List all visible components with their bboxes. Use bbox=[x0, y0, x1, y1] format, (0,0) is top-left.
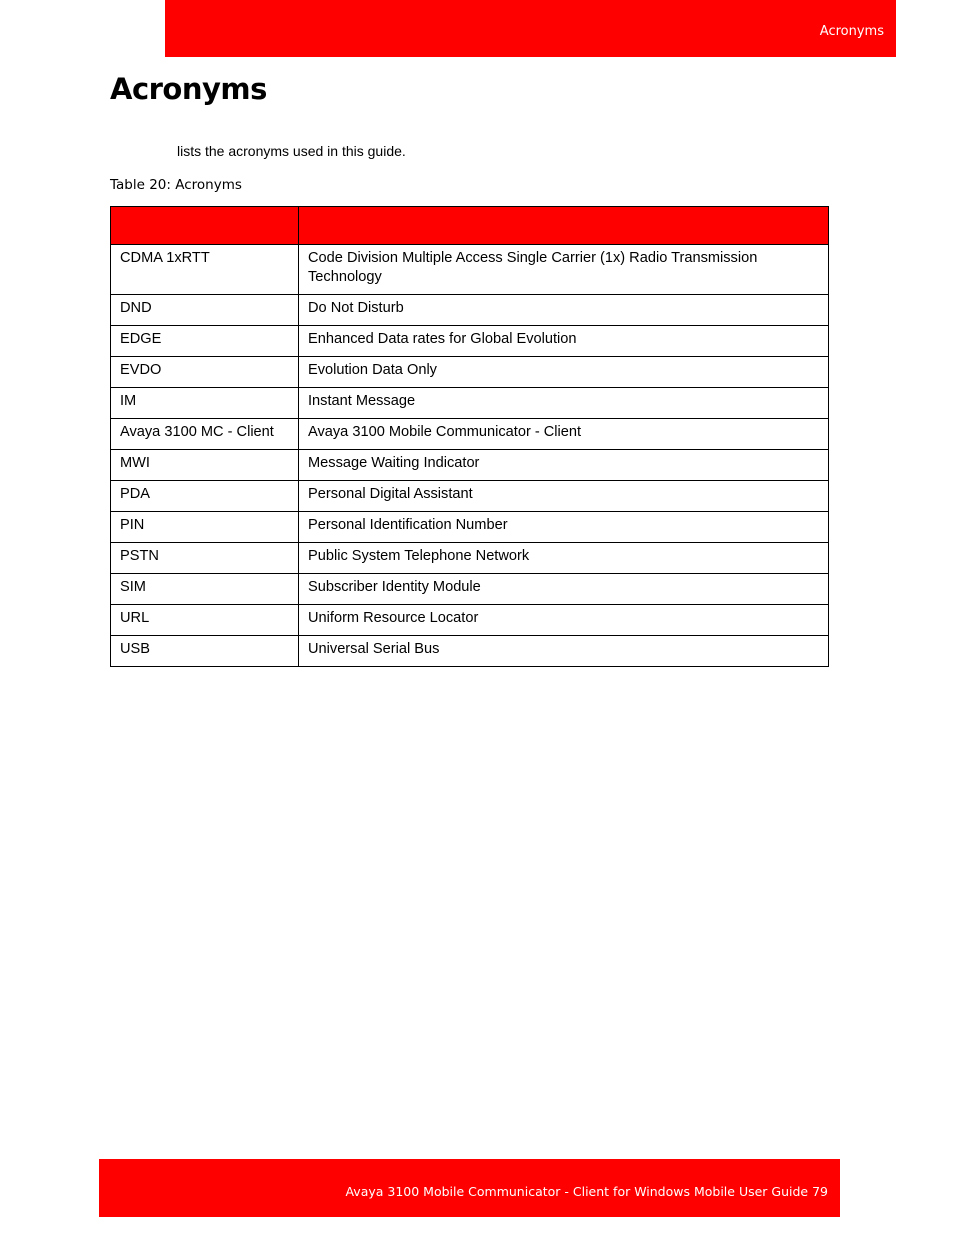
acronym-cell: IM bbox=[111, 388, 299, 419]
intro-text: lists the acronyms used in this guide. bbox=[177, 143, 406, 159]
table-row bbox=[111, 388, 829, 419]
meaning-cell: Personal Digital Assistant bbox=[299, 481, 829, 512]
acronym-cell: CDMA 1xRTT bbox=[111, 245, 299, 295]
table-row bbox=[111, 605, 829, 636]
meaning-cell: Uniform Resource Locator bbox=[299, 605, 829, 636]
table-row bbox=[111, 245, 829, 295]
meaning-cell: Code Division Multiple Access Single Carrier (1x) Radio Transmission Technology bbox=[299, 245, 829, 295]
acronym-cell: DND bbox=[111, 295, 299, 326]
acronym-cell: EVDO bbox=[111, 357, 299, 388]
acronym-cell: MWI bbox=[111, 450, 299, 481]
meaning-cell: Evolution Data Only bbox=[299, 357, 829, 388]
table-row bbox=[111, 450, 829, 481]
table-row bbox=[111, 574, 829, 605]
table-caption: Table 20: Acronyms bbox=[110, 177, 242, 193]
acronym-table bbox=[110, 206, 829, 667]
meaning-cell: Public System Telephone Network bbox=[299, 543, 829, 574]
meaning-cell: Message Waiting Indicator bbox=[299, 450, 829, 481]
acronym-cell: EDGE bbox=[111, 326, 299, 357]
meaning-cell: Universal Serial Bus bbox=[299, 636, 829, 667]
footer-text: Avaya 3100 Mobile Communicator - Client for Windows Mobile User Guide 79 bbox=[345, 1184, 828, 1199]
acronym-cell: USB bbox=[111, 636, 299, 667]
table-row bbox=[111, 419, 829, 450]
table-row bbox=[111, 295, 829, 326]
header-bar bbox=[165, 0, 896, 57]
table-row bbox=[111, 543, 829, 574]
column-header-meaning bbox=[299, 207, 829, 245]
table-header-row bbox=[111, 207, 829, 245]
acronym-cell: PSTN bbox=[111, 543, 299, 574]
meaning-cell: Instant Message bbox=[299, 388, 829, 419]
meaning-cell: Avaya 3100 Mobile Communicator - Client bbox=[299, 419, 829, 450]
column-header-acronym bbox=[111, 207, 299, 245]
acronym-cell: PDA bbox=[111, 481, 299, 512]
section-label: Acronyms bbox=[819, 24, 884, 39]
table-row bbox=[111, 357, 829, 388]
table-row bbox=[111, 481, 829, 512]
table-row bbox=[111, 326, 829, 357]
meaning-cell: Subscriber Identity Module bbox=[299, 574, 829, 605]
table-row bbox=[111, 636, 829, 667]
table-row bbox=[111, 512, 829, 543]
meaning-cell: Do Not Disturb bbox=[299, 295, 829, 326]
page-title: Acronyms bbox=[110, 72, 267, 106]
acronym-cell: PIN bbox=[111, 512, 299, 543]
meaning-cell: Personal Identification Number bbox=[299, 512, 829, 543]
acronym-cell: Avaya 3100 MC - Client bbox=[111, 419, 299, 450]
acronym-cell: URL bbox=[111, 605, 299, 636]
meaning-cell: Enhanced Data rates for Global Evolution bbox=[299, 326, 829, 357]
acronym-cell: SIM bbox=[111, 574, 299, 605]
footer-bar bbox=[99, 1159, 840, 1217]
